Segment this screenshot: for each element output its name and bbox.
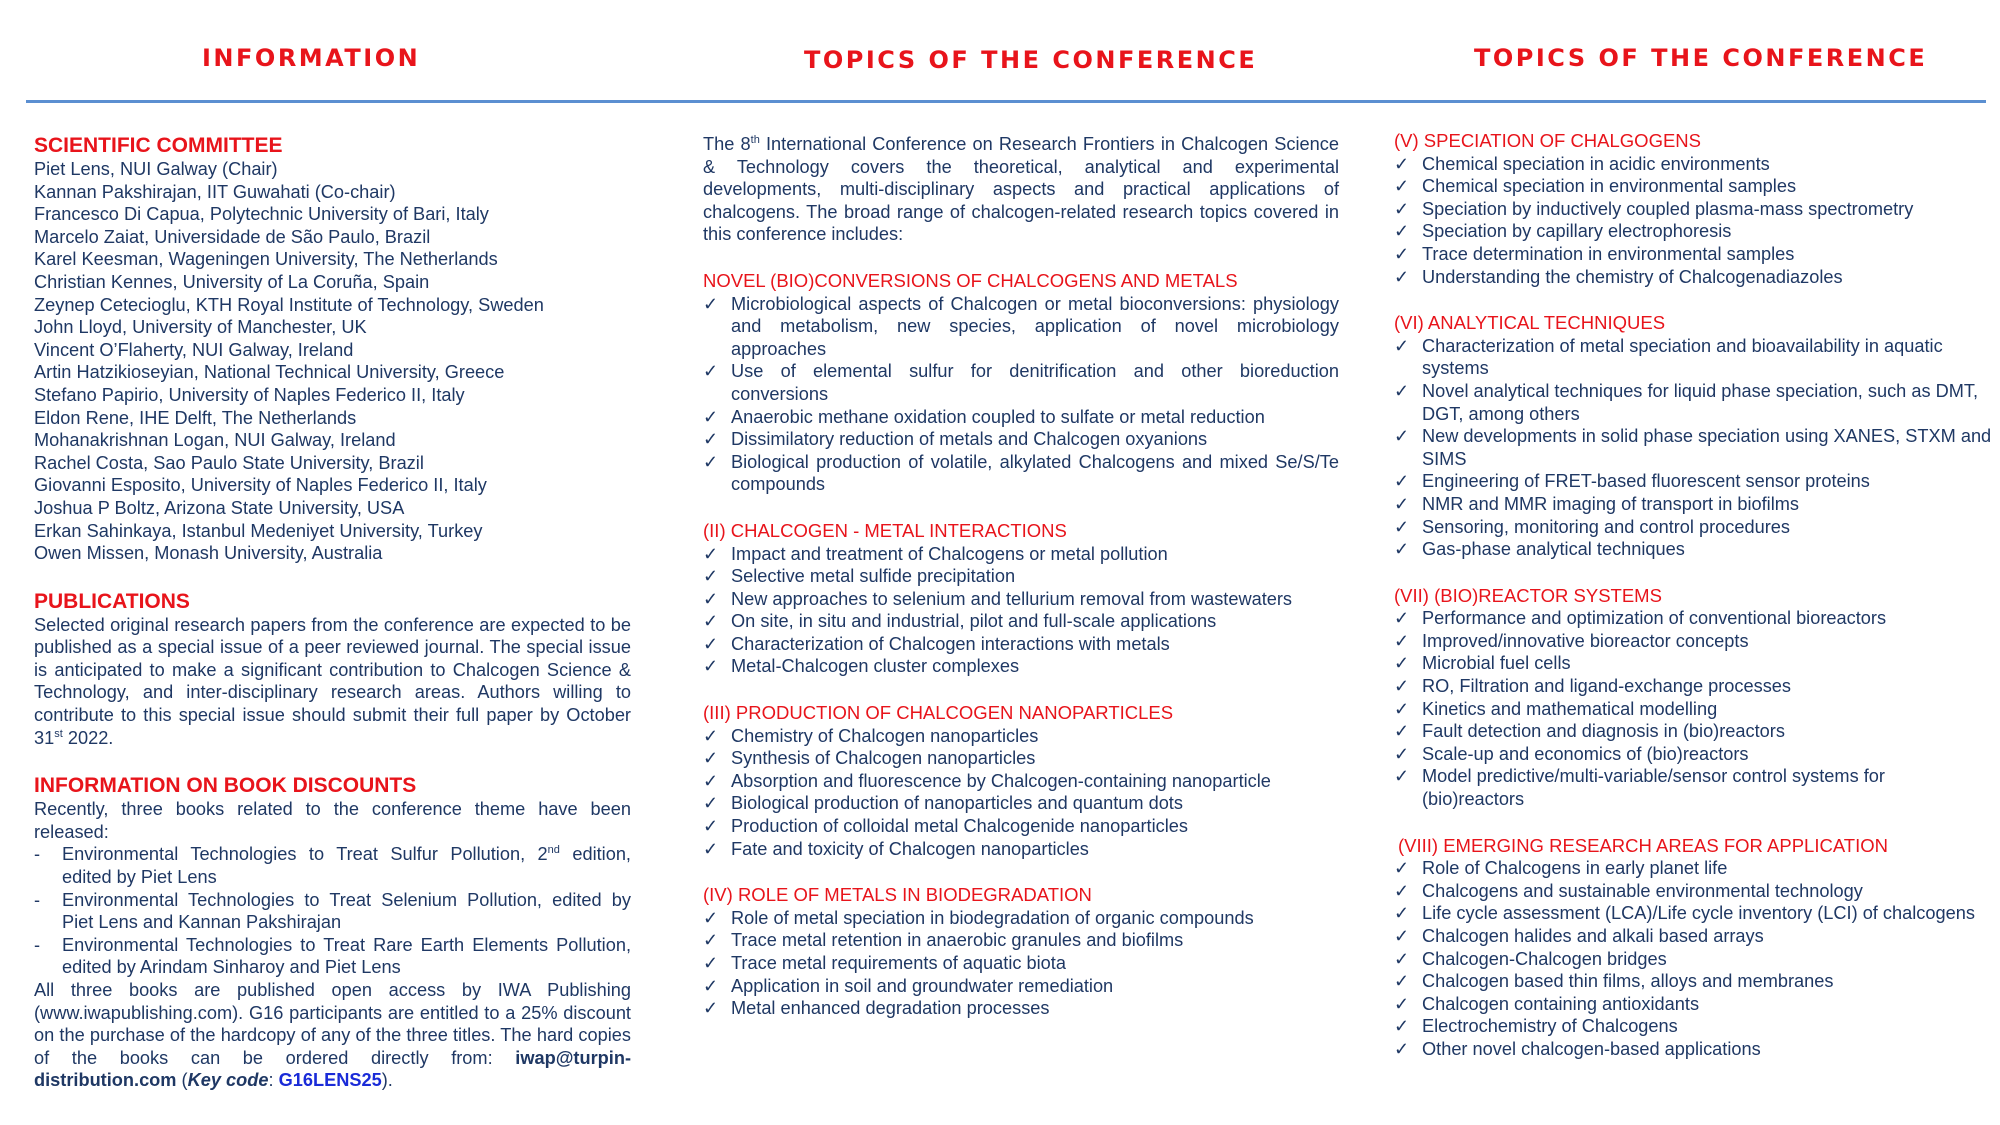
topics-header-middle: TOPICS OF THE CONFERENCE	[804, 46, 1258, 74]
topic-item: ✓ Chalcogen halides and alkali based arrays	[1394, 926, 1764, 946]
check-icon: ✓	[703, 588, 719, 609]
topic-item: ✓ Engineering of FRET-based fluorescent sensor proteins	[1394, 471, 1870, 492]
topic-item: ✓ Other novel chalcogen-based applications	[1394, 1038, 1761, 1059]
topic-item: ✓ Role of Chalcogens in early planet life	[1394, 858, 1728, 879]
check-icon: ✓	[703, 998, 719, 1019]
topic-section-title: (VII) (BIO)REACTOR SYSTEMS	[1394, 584, 1662, 606]
topic-item: ✓ Scale-up and economics of (bio)reactors	[1394, 743, 1749, 764]
topic-item: ✓ Gas-phase analytical techniques	[1394, 539, 1685, 560]
topic-sections-right	[1394, 130, 1992, 1061]
check-icon: ✓	[1394, 539, 1410, 560]
check-icon: ✓	[703, 816, 719, 837]
topic-item: ✓ Electrochemistry of Chalcogens	[1394, 1016, 1678, 1037]
check-icon: ✓	[703, 451, 719, 472]
topic-section-title: (III) PRODUCTION OF CHALCOGEN NANOPARTICLES	[703, 702, 1174, 724]
committee-member: Francesco Di Capua, Polytechnic University of Bari, Italy	[34, 204, 489, 225]
topic-item: ✓ Novel analytical techniques for liquid phase speciation, such as DMT, DGT, among others	[1394, 380, 1979, 424]
topic-item: ✓ New approaches to selenium and tellurium removal from wastewaters	[703, 588, 1293, 609]
check-icon: ✓	[703, 725, 719, 746]
committee-member: Giovanni Esposito, University of Naples Federico II, Italy	[34, 475, 487, 496]
topic-item: ✓ Chemical speciation in environmental samples	[1394, 176, 1797, 197]
check-icon: ✓	[703, 566, 719, 587]
topic-item: ✓ Trace determination in environmental samples	[1394, 243, 1795, 264]
topic-item: ✓ Life cycle assessment (LCA)/Life cycle inventory (LCI) of chalcogens	[1394, 903, 1975, 924]
topic-item: ✓ Use of elemental sulfur for denitrification and other bioreduction conversions	[703, 361, 1339, 404]
check-icon: ✓	[1394, 266, 1410, 287]
topics-header-right: TOPICS OF THE CONFERENCE	[1474, 44, 1928, 72]
topic-item: ✓ Microbiological aspects of Chalcogen or metal bioconversions: physiology and metabolism, new species, application of novel microbiology approaches	[703, 293, 1339, 359]
check-icon: ✓	[1394, 471, 1410, 492]
check-icon: ✓	[1394, 243, 1410, 264]
topic-item: ✓ New developments in solid phase speciation using XANES, STXM and SIMS	[1394, 426, 1992, 469]
committee-member: Kannan Pakshirajan, IIT Guwahati (Co-chair)	[34, 181, 396, 202]
committee-member: Piet Lens, NUI Galway (Chair)	[34, 159, 278, 179]
check-icon: ✓	[1394, 198, 1410, 219]
header-divider	[26, 100, 1986, 103]
check-icon: ✓	[1394, 516, 1410, 537]
topic-item: ✓ Synthesis of Chalcogen nanoparticles	[703, 748, 1036, 769]
order-email-link[interactable]: iwap@turpin-distribution.com	[34, 1047, 631, 1091]
committee-member: Karel Keesman, Wageningen University, The Netherlands	[34, 249, 498, 270]
topic-item: ✓ Impact and treatment of Chalcogens or metal pollution	[703, 543, 1168, 564]
committee-member: Stefano Papirio, University of Naples Federico II, Italy	[34, 384, 465, 405]
committee-member: Christian Kennes, University of La Coruña, Spain	[34, 271, 430, 292]
check-icon: ✓	[703, 770, 719, 791]
check-icon: ✓	[703, 406, 719, 427]
committee-member: Artin Hatzikioseyian, National Technical University, Greece	[34, 362, 505, 383]
check-icon: ✓	[1394, 971, 1410, 992]
topic-item: ✓ Chalcogens and sustainable environmental technology	[1394, 880, 1863, 901]
topic-item: ✓ Fate and toxicity of Chalcogen nanoparticles	[703, 838, 1089, 859]
topic-item: ✓ Model predictive/multi-variable/sensor control systems for (bio)reactors	[1394, 766, 1885, 810]
topic-item: ✓ Application in soil and groundwater remediation	[703, 975, 1114, 996]
check-icon: ✓	[703, 633, 719, 654]
check-icon: ✓	[703, 930, 719, 951]
check-icon: ✓	[1394, 903, 1410, 924]
publications-text: Selected original research papers from the conference are expected to be published as a special issue of a peer reviewed journal. The special issue is anticipated to make a significant contribution to Chalcogen Science & Technology, and inter-disciplinary research areas. Authors willing to contribute to this special issue should submit their full paper by October 31st 2022.	[34, 614, 631, 748]
check-icon: ✓	[1394, 993, 1410, 1014]
topic-item: ✓ Trace metal retention in anaerobic granules and biofilms	[703, 930, 1184, 951]
topics-column-right	[1394, 130, 1992, 1061]
topics-column-middle	[703, 133, 1339, 1020]
intro-text: The 8th International Conference on Research Frontiers in Chalcogen Science & Technology covers the theoretical, analytical and experimental developments, multi-disciplinary aspects and practical applications of chalcogens. The broad range of chalcogen-related research topics covered in this conference includes:	[703, 133, 1339, 245]
topic-item: ✓ Characterization of Chalcogen interactions with metals	[703, 633, 1170, 654]
check-icon: ✓	[1394, 630, 1410, 651]
committee-member: Joshua P Boltz, Arizona State University, USA	[34, 497, 405, 518]
committee-member: Erkan Sahinkaya, Istanbul Medeniyet University, Turkey	[34, 520, 483, 541]
topic-item: ✓ Speciation by capillary electrophoresis	[1394, 221, 1732, 242]
book-item: - Environmental Technologies to Treat Selenium Pollution, edited by Piet Lens and Kannan Pakshirajan	[34, 889, 631, 933]
topic-item: ✓ Dissimilatory reduction of metals and Chalcogen oxyanions	[703, 429, 1208, 450]
committee-member: Rachel Costa, Sao Paulo State University, Brazil	[34, 452, 424, 473]
topic-item: ✓ Biological production of nanoparticles and quantum dots	[703, 793, 1183, 814]
check-icon: ✓	[1394, 221, 1410, 242]
book-discounts-title: INFORMATION ON BOOK DISCOUNTS	[34, 774, 417, 798]
topic-item: ✓ Role of metal speciation in biodegradation of organic compounds	[703, 907, 1254, 928]
topic-section-title: (II) CHALCOGEN - METAL INTERACTIONS	[703, 519, 1067, 541]
check-icon: ✓	[703, 361, 719, 382]
check-icon: ✓	[1394, 608, 1410, 629]
topic-item: ✓ Chalcogen based thin films, alloys and membranes	[1394, 971, 1834, 992]
topic-item: ✓ Chalcogen-Chalcogen bridges	[1394, 948, 1667, 969]
topic-item: ✓ Chemistry of Chalcogen nanoparticles	[703, 725, 1039, 746]
committee-member: Eldon Rene, IHE Delft, The Netherlands	[34, 407, 357, 428]
topic-item: ✓ On site, in situ and industrial, pilot and full-scale applications	[703, 611, 1217, 632]
topic-item: ✓ Improved/innovative bioreactor concepts	[1394, 630, 1749, 651]
check-icon: ✓	[703, 907, 719, 928]
check-icon: ✓	[1394, 380, 1410, 401]
check-icon: ✓	[1394, 176, 1410, 197]
committee-member: Vincent O’Flaherty, NUI Galway, Ireland	[34, 339, 354, 360]
check-icon: ✓	[703, 293, 719, 314]
committee-member: Zeynep Cetecioglu, KTH Royal Institute of Technology, Sweden	[34, 294, 544, 315]
check-icon: ✓	[1394, 653, 1410, 674]
topic-section-title: NOVEL (BIO)CONVERSIONS OF CHALCOGENS AND METALS	[703, 269, 1238, 291]
topic-item: ✓ Metal-Chalcogen cluster complexes	[703, 656, 1020, 677]
topic-item: ✓ Trace metal requirements of aquatic biota	[703, 953, 1066, 973]
check-icon: ✓	[1394, 766, 1410, 787]
information-header: INFORMATION	[202, 44, 421, 72]
topic-item: ✓ Metal enhanced degradation processes	[703, 998, 1050, 1019]
book-discounts-intro: Recently, three books related to the conference theme have been released:	[34, 799, 631, 842]
topic-section-title: (IV) ROLE OF METALS IN BIODEGRADATION	[703, 884, 1092, 906]
check-icon: ✓	[1394, 858, 1410, 879]
topic-item: ✓ Chemical speciation in acidic environments	[1394, 153, 1770, 174]
topic-item: ✓ Performance and optimization of conventional bioreactors	[1394, 608, 1887, 629]
check-icon: ✓	[1394, 743, 1410, 764]
check-icon: ✓	[1394, 1038, 1410, 1059]
committee-member: Marcelo Zaiat, Universidade de São Paulo, Brazil	[34, 226, 431, 247]
committee-member: John Lloyd, University of Manchester, UK	[34, 317, 367, 338]
topic-item: ✓ Characterization of metal speciation and bioavailability in aquatic systems	[1394, 335, 1943, 379]
check-icon: ✓	[1394, 153, 1410, 174]
topic-item: ✓ Sensoring, monitoring and control procedures	[1394, 516, 1791, 537]
scientific-committee-title: SCIENTIFIC COMMITTEE	[34, 134, 283, 157]
topic-item: ✓ Absorption and fluorescence by Chalcogen-containing nanoparticle	[703, 770, 1271, 791]
check-icon: ✓	[1394, 1016, 1410, 1037]
topic-item: ✓ Kinetics and mathematical modelling	[1394, 698, 1718, 719]
publications-title: PUBLICATIONS	[34, 589, 190, 613]
topic-item: ✓ Selective metal sulfide precipitation	[703, 566, 1016, 587]
check-icon: ✓	[703, 611, 719, 632]
check-icon: ✓	[703, 975, 719, 996]
topic-item: ✓ Understanding the chemistry of Chalcogenadiazoles	[1394, 266, 1843, 287]
check-icon: ✓	[703, 543, 719, 564]
topic-sections-middle	[703, 270, 1339, 1020]
check-icon: ✓	[703, 429, 719, 450]
book-item: - Environmental Technologies to Treat Rare Earth Elements Pollution, edited by Arindam Sinharoy and Piet Lens	[34, 934, 631, 978]
check-icon: ✓	[703, 656, 719, 677]
check-icon: ✓	[1394, 926, 1410, 946]
book-item: - Environmental Technologies to Treat Sulfur Pollution, 2nd edition, edited by Piet Lens	[34, 844, 631, 888]
check-icon: ✓	[1394, 721, 1410, 742]
check-icon: ✓	[1394, 493, 1410, 514]
check-icon: ✓	[1394, 880, 1410, 901]
committee-member: Owen Missen, Monash University, Australia	[34, 543, 383, 564]
topic-section-title: (VIII) EMERGING RESEARCH AREAS FOR APPLICATION	[1398, 834, 1888, 856]
topic-item: ✓ Production of colloidal metal Chalcogenide nanoparticles	[703, 816, 1188, 837]
check-icon: ✓	[703, 793, 719, 814]
topic-item: ✓ Biological production of volatile, alkylated Chalcogens and mixed Se/S/Te compounds	[703, 451, 1339, 495]
check-icon: ✓	[703, 748, 719, 769]
check-icon: ✓	[1394, 698, 1410, 719]
topic-item: ✓ Microbial fuel cells	[1394, 653, 1571, 674]
committee-list	[34, 158, 631, 565]
topic-section-title: (VI) ANALYTICAL TECHNIQUES	[1394, 312, 1666, 334]
topic-item: ✓ Fault detection and diagnosis in (bio)reactors	[1394, 721, 1785, 742]
book-discounts-closing: All three books are published open access by IWA Publishing (www.iwapublishing.com). G16 participants are entitled to a 25% discount on the purchase of the hardcopy of any of the three titles. The hard copies of the books can be ordered directly from: iwap@turpin-distribution.com (Key code: G16LENS25).	[34, 980, 631, 1091]
check-icon: ✓	[703, 838, 719, 859]
check-icon: ✓	[703, 953, 719, 973]
information-column	[34, 133, 631, 1092]
topic-item: ✓ NMR and MMR imaging of transport in biofilms	[1394, 493, 1800, 514]
committee-member: Mohanakrishnan Logan, NUI Galway, Ireland	[34, 430, 396, 451]
topic-item: ✓ RO, Filtration and ligand-exchange processes	[1394, 676, 1791, 697]
topic-section-title: (V) SPECIATION OF CHALGOGENS	[1394, 130, 1702, 151]
check-icon: ✓	[1394, 426, 1410, 447]
check-icon: ✓	[1394, 948, 1410, 969]
topic-item: ✓ Anaerobic methane oxidation coupled to sulfate or metal reduction	[703, 406, 1265, 427]
key-code: G16LENS25	[278, 1070, 382, 1091]
topic-item: ✓ Speciation by inductively coupled plasma-mass spectrometry	[1394, 198, 1914, 219]
check-icon: ✓	[1394, 335, 1410, 356]
topic-item: ✓ Chalcogen containing antioxidants	[1394, 993, 1700, 1014]
check-icon: ✓	[1394, 676, 1410, 697]
